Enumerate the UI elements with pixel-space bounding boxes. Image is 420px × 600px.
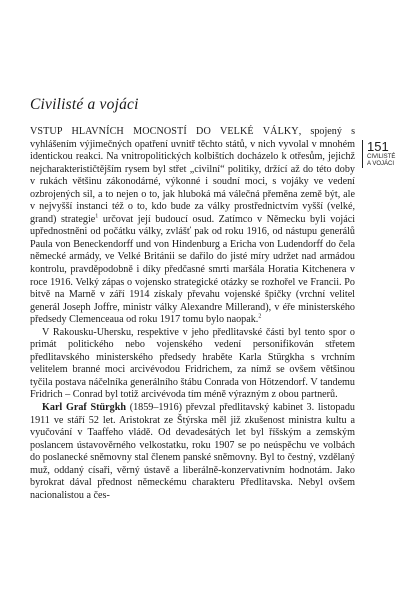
paragraph-1 bbox=[30, 126, 355, 327]
footnote-marker-1: 1 bbox=[95, 213, 99, 220]
paragraph-3-body: (1859–1916) převzal předlitavský kabinet 3. listopadu 1911 ve stáří 52 let. Aristokrat ze Štýrska měl již zkušenost ministra kultu a vyučování v Taaffeho vládě. Od devadesátých let byl říšským a zemským poslancem ústavověrného velkostatku, roku 1907 se po neúspěchu ve volbách do poslanecké sněmovny stal členem panské sněmovny. Byl to čestný, vzdělaný muž, oddaný císaři, věrný ústavě a liberálně-konzervativním hodnotám. Jako byrokrat dával přednost německému charakteru Předlitavska. Nebyl ovšem nacionalistou a čes- bbox=[30, 402, 355, 501]
body-text bbox=[30, 126, 355, 502]
page-number: 151 bbox=[367, 139, 389, 154]
footnote-marker-2: 2 bbox=[258, 313, 262, 320]
paragraph-2: V Rakousku-Uhersku, respektive v jeho předlitavské části byl tento spor o primát politického nebo vojenského vedení personifikován střetem předlitavského ministerského předsedy hraběte Karla Stürgkha s vrchním velitelem branné moci arcivévodou Fridrichem, za nímž se ovšem většinou tyčila postava náčelníka generálního štábu Conrada von Hötzendorf. V tandemu Fridrich – Conrad byl totiž arcivévoda tím méně výrazným z obou partnerů. bbox=[30, 326, 355, 401]
page-margin-sidebar bbox=[362, 140, 407, 168]
chapter-heading: Civilisté a vojáci bbox=[30, 96, 139, 113]
paragraph-lead-in: VSTUP HLAVNÍCH MOCNOSTÍ DO VELKÉ VÁLKY bbox=[30, 126, 299, 137]
paragraph-1-end: určovat její budoucí osud. Zatímco v Německu byli vojáci upřednostněni od počátku války, zvlášť pak od roku 1916, od nástupu generálů Paula von Beneckendorff und von Hindenburg a Ericha von Ludendorff do čela německé armády, ve Velké Británii se dařilo do jisté míry udržet nad armádou kontrolu, pravděpodobně i díky předčasné smrti maršála Horatia Kitchenera v roce 1916. Velký zápas o vojensko strategické otázky se rozhořel ve Francii. Po bitvě na Marně v září 1914 získaly převahu vojenské špičky (vrchní velitel generál Joseph Joffre, ministr války Alexandre Millerand), v éře ministerského předsedy Clemenceaua od roku 1917 tomu bylo naopak. bbox=[30, 213, 356, 326]
paragraph-3 bbox=[30, 402, 355, 502]
running-head-line2: A VOJÁCI bbox=[367, 161, 395, 167]
running-head-line1: CIVILISTÉ bbox=[367, 154, 396, 160]
person-name: Karl Graf Stürgkh bbox=[42, 402, 126, 414]
paragraph-1-body: , spojený s vyhlášením výjimečných opatření uvnitř těchto států, v nich vyvolal v mnohém identickou reakci. Na vnitropolitických kolbištích docházelo k otřesům, jejichž nejcharakterističtějším rysem byl střet „civilní“ politiky, držící až do této doby v rukách většinu zákonodárné, výkonné i soudní moci, s vojáky ve vedení ozbrojených sil, a to nejen o to, jak hluboká má válečná přeměna země být, ale v nejvyšší instanci též o to, kdo bude za války prostřednictvím vyšší (velké, grand) strategie bbox=[30, 126, 356, 225]
